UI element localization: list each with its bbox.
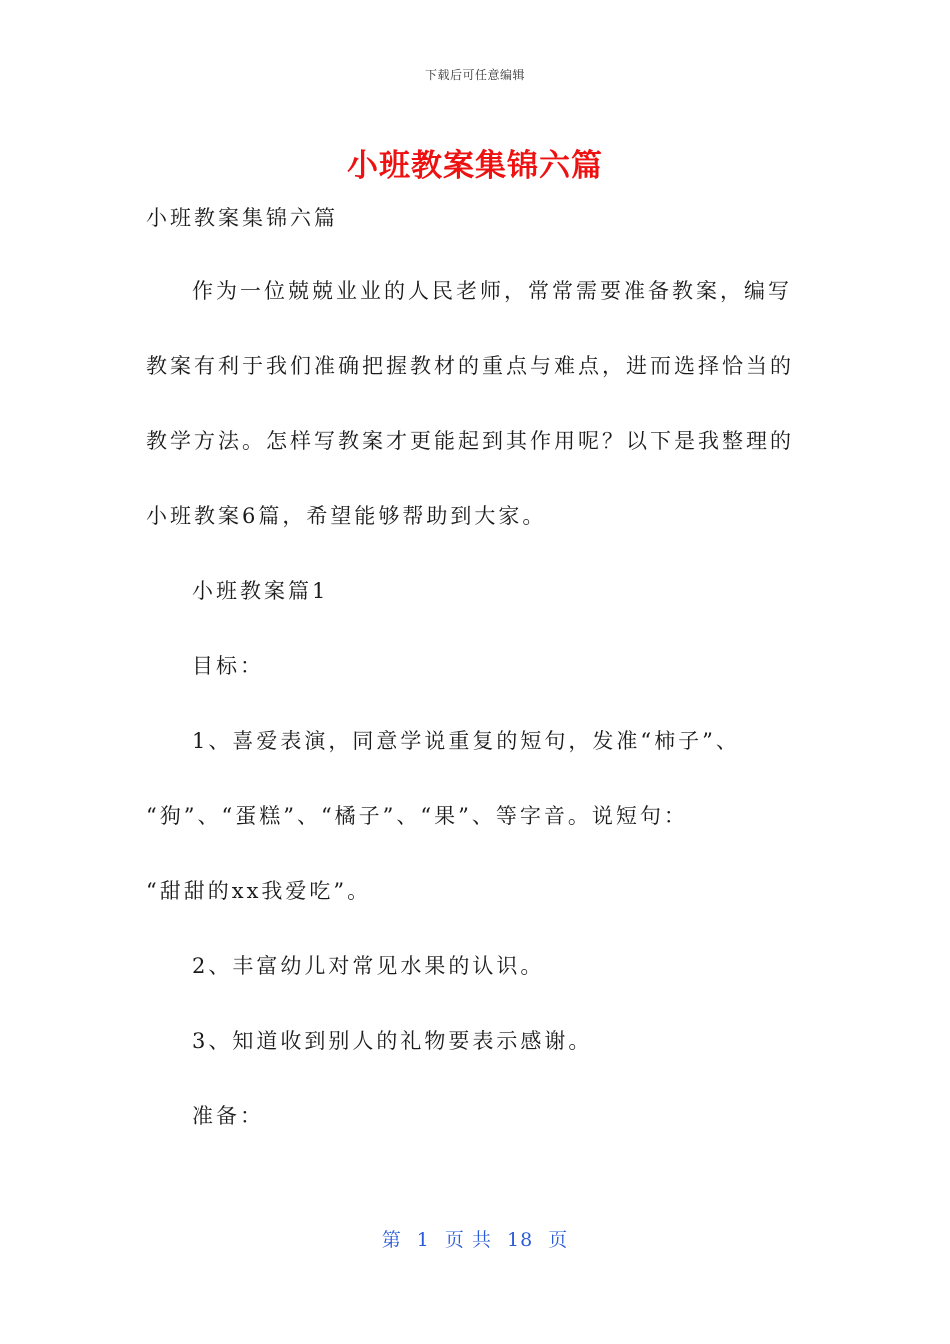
page-label-suffix: 页 bbox=[548, 1229, 569, 1251]
total-pages-number: 18 bbox=[507, 1229, 534, 1251]
paragraph-line: 教学方法。怎样写教案才更能起到其作用呢？以下是我整理的 bbox=[146, 429, 794, 453]
page-label-prefix: 第 bbox=[381, 1229, 402, 1251]
document-title: 小班教案集锦六篇 bbox=[347, 148, 603, 184]
paragraph-line: 目标： bbox=[192, 654, 264, 678]
paragraph-line: 1、喜爱表演，同意学说重复的短句，发准“柿子”、 bbox=[192, 729, 740, 753]
paragraph-line: 2、丰富幼儿对常见水果的认识。 bbox=[192, 954, 545, 978]
paragraph-line: “甜甜的xx我爱吃”。 bbox=[146, 879, 372, 903]
paragraph-line: 3、知道收到别人的礼物要表示感谢。 bbox=[192, 1029, 593, 1053]
paragraph-line: 小班教案6篇，希望能够帮助到大家。 bbox=[146, 504, 547, 528]
subtitle-line: 小班教案集锦六篇 bbox=[146, 206, 338, 230]
document-body bbox=[146, 196, 806, 1169]
page-footer bbox=[0, 1225, 950, 1252]
paragraph-line: 作为一位兢兢业业的人民老师，常常需要准备教案，编写 bbox=[192, 279, 792, 303]
page-label-mid: 页 共 bbox=[444, 1229, 492, 1251]
paragraph-line: “狗”、“蛋糕”、“橘子”、“果”、等字音。说短句： bbox=[146, 804, 688, 828]
current-page-number: 1 bbox=[416, 1229, 430, 1251]
header-note: 下载后可任意编辑 bbox=[424, 68, 525, 82]
paragraph-line: 准备： bbox=[192, 1104, 264, 1128]
section-heading: 小班教案篇1 bbox=[192, 579, 329, 603]
paragraph-line: 教案有利于我们准确把握教材的重点与难点，进而选择恰当的 bbox=[146, 354, 794, 378]
